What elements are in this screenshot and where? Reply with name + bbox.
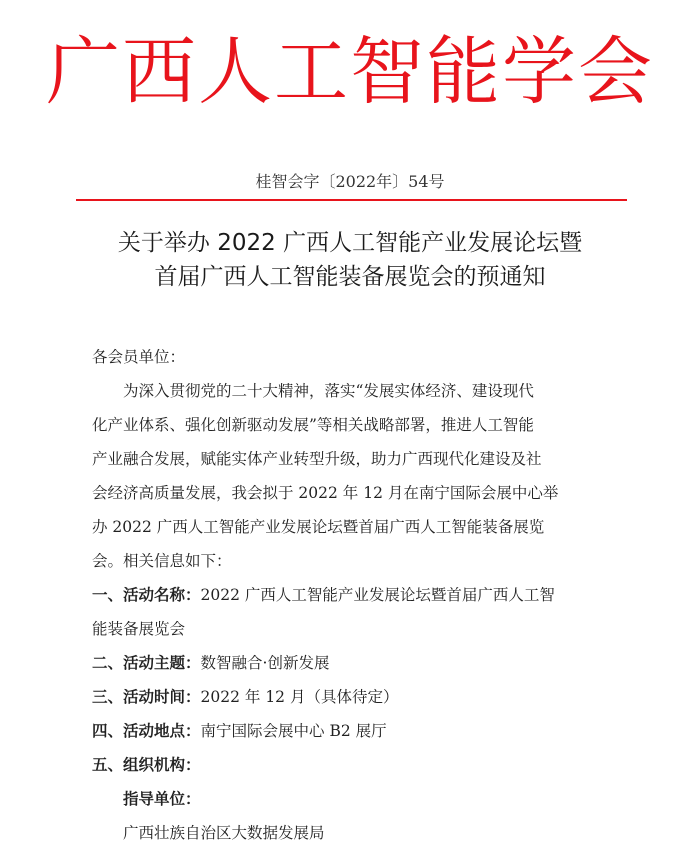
intro-line-2: 化产业体系、强化创新驱动发展”等相关战略部署，推进人工智能 [92, 416, 534, 434]
notice-body [92, 340, 612, 850]
notice-title-line-2: 首届广西人工智能装备展览会的预通知 [154, 264, 546, 290]
section-activity-time-value: 2022 年 12 月（具体待定） [200, 688, 399, 706]
section-activity-name [92, 578, 612, 612]
notice-title [0, 226, 700, 294]
masthead-title: 广西人工智能学会 [46, 29, 654, 115]
section-activity-venue [92, 714, 612, 748]
intro-line-3: 产业融合发展，赋能实体产业转型升级，助力广西现代化建设及社 [92, 450, 542, 468]
section-activity-name-continued: 能装备展览会 [92, 620, 186, 638]
section-activity-time [92, 680, 612, 714]
section-activity-theme [92, 646, 612, 680]
red-divider-line [76, 199, 627, 201]
section-activity-name-label: 一、活动名称： [92, 586, 201, 604]
section-activity-venue-value: 南宁国际会展中心 B2 展厅 [200, 722, 387, 740]
intro-line-1: 为深入贯彻党的二十大精神，落实“发展实体经济、建设现代 [123, 382, 534, 400]
intro-paragraph [92, 374, 612, 578]
section-organization [92, 748, 612, 782]
guiding-unit-label: 指导单位： [123, 790, 201, 808]
section-activity-theme-label: 二、活动主题： [92, 654, 201, 672]
intro-line-4: 会经济高质量发展，我会拟于 2022 年 12 月在南宁国际会展中心举 [92, 484, 559, 502]
salutation: 各会员单位： [92, 348, 186, 366]
notice-title-line-1: 关于举办 2022 广西人工智能产业发展论坛暨 [117, 230, 583, 256]
document-number: 桂智会字〔2022年〕54号 [255, 172, 445, 191]
intro-line-6: 会。相关信息如下： [92, 552, 232, 570]
guiding-unit-name: 广西壮族自治区大数据发展局 [123, 824, 325, 842]
section-organization-label: 五、组织机构： [92, 756, 201, 774]
intro-line-5: 办 2022 广西人工智能产业发展论坛暨首届广西人工智能装备展览 [92, 518, 545, 536]
section-activity-name-value: 2022 广西人工智能产业发展论坛暨首届广西人工智 [200, 586, 555, 604]
guiding-unit-heading [92, 782, 612, 816]
section-activity-theme-value: 数智融合·创新发展 [200, 654, 330, 672]
section-activity-time-label: 三、活动时间： [92, 688, 201, 706]
section-activity-venue-label: 四、活动地点： [92, 722, 201, 740]
